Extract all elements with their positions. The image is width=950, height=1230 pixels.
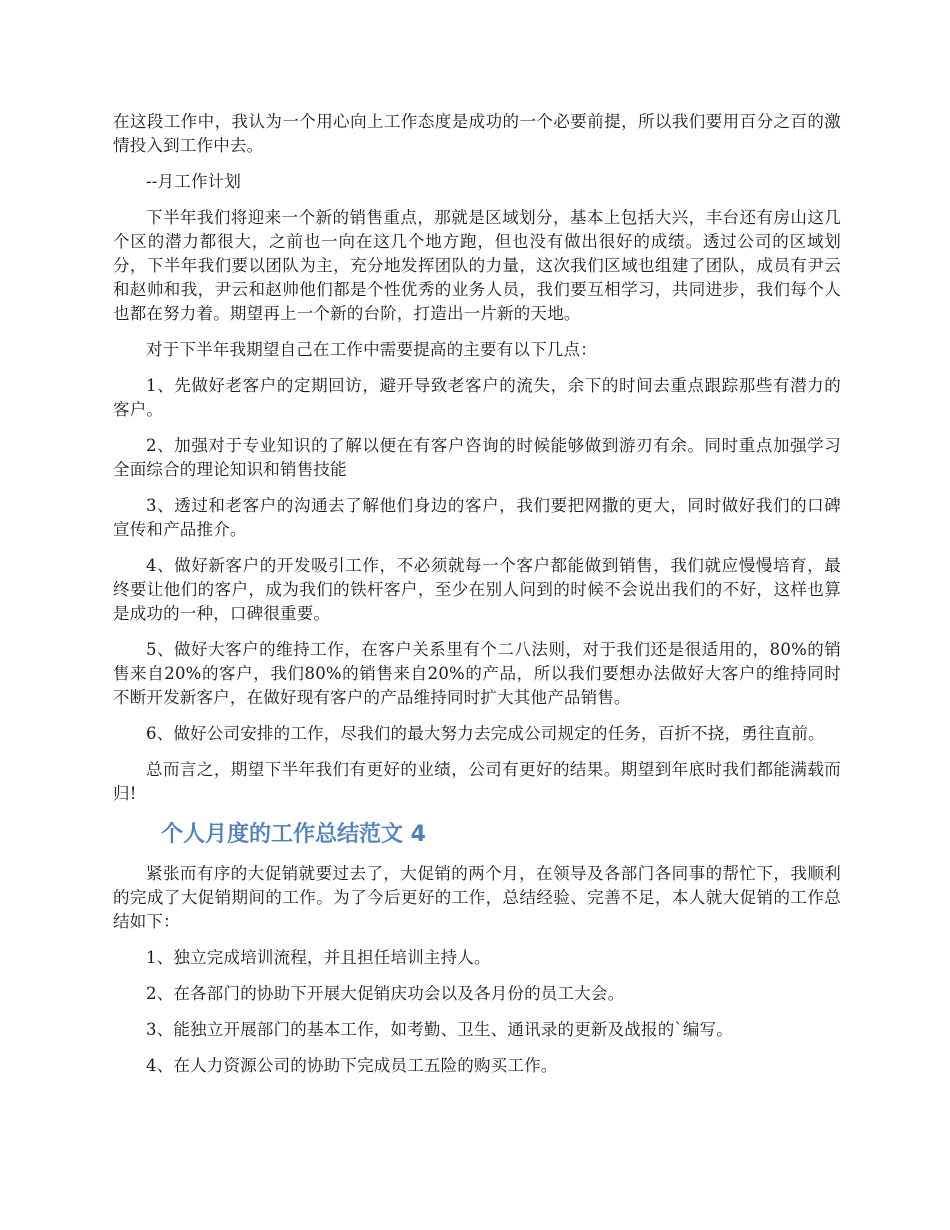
list-item: 5、做好大客户的维持工作，在客户关系里有个二八法则，对于我们还是很适用的，80%的销售来自20%的客户，我们80%的销售来自20%的产品，所以我们要想办法做好大客户的维持同时不断开发新客户，在做好现有客户的产品维持同时扩大其他产品销售。 bbox=[113, 640, 841, 707]
paragraph: 在这段工作中，我认为一个用心向上工作态度是成功的一个必要前提，所以我们要用百分之百的激情投入到工作中去。 bbox=[113, 112, 841, 155]
paragraph: 总而言之，期望下半年我们有更好的业绩，公司有更好的结果。期望到年底时我们都能满载而归! bbox=[113, 760, 841, 803]
list-item: 4、在人力资源公司的协助下完成员工五险的购买工作。 bbox=[146, 1056, 558, 1075]
paragraph: --月工作计划 bbox=[146, 172, 242, 191]
list-item: 2、在各部门的协助下开展大促销庆功会以及各月份的员工大会。 bbox=[146, 984, 625, 1003]
list-item: 3、透过和老客户的沟通去了解他们身边的客户，我们要把网撒的更大，同时做好我们的口碑宣传和产品推介。 bbox=[113, 496, 841, 539]
list-item: 2、加强对于专业知识的了解以便在有客户咨询的时候能够做到游刃有余。同时重点加强学习全面综合的理论知识和销售技能 bbox=[113, 436, 841, 479]
section-bottom bbox=[113, 862, 841, 1078]
list-item: 1、先做好老客户的定期回访，避开导致老客户的流失，余下的时间去重点跟踪那些有潜力的客户。 bbox=[113, 376, 841, 419]
section-top bbox=[113, 110, 841, 806]
list-item: 4、做好新客户的开发吸引工作，不必须就每一个客户都能做到销售，我们就应慢慢培育，最终要让他们的客户，成为我们的铁杆客户，至少在别人问到的时候不会说出我们的不好，这样也算是成功的一种，口碑很重要。 bbox=[113, 556, 841, 623]
section-heading: 个人月度的工作总结范文 4 bbox=[161, 822, 426, 847]
list-item: 3、能独立开展部门的基本工作，如考勤、卫生、通讯录的更新及战报的`编写。 bbox=[146, 1020, 733, 1039]
document-page bbox=[113, 110, 841, 1090]
list-item: 1、独立完成培训流程，并且担任培训主持人。 bbox=[146, 948, 491, 967]
paragraph: 对于下半年我期望自己在工作中需要提高的主要有以下几点： bbox=[146, 340, 597, 359]
paragraph: 下半年我们将迎来一个新的销售重点，那就是区域划分，基本上包括大兴，丰台还有房山这几个区的潜力都很大，之前也一向在这几个地方跑，但也没有做出很好的成绩。透过公司的区域划分，下半年我们要以团队为主，充分地发挥团队的力量，这次我们区域也组建了团队，成员有尹云和赵帅和我，尹云和赵帅他们都是个性优秀的业务人员，我们要互相学习，共同进步，我们每个人也都在努力着。期望再上一个新的台阶，打造出一片新的天地。 bbox=[113, 208, 841, 323]
list-item: 6、做好公司安排的工作，尽我们的最大努力去完成公司规定的任务，百折不挠，勇往直前。 bbox=[146, 724, 825, 743]
paragraph: 紧张而有序的大促销就要过去了，大促销的两个月，在领导及各部门各同事的帮忙下，我顺利的完成了大促销期间的工作。为了今后更好的工作，总结经验、完善不足，本人就大促销的工作总结如下： bbox=[113, 864, 841, 931]
